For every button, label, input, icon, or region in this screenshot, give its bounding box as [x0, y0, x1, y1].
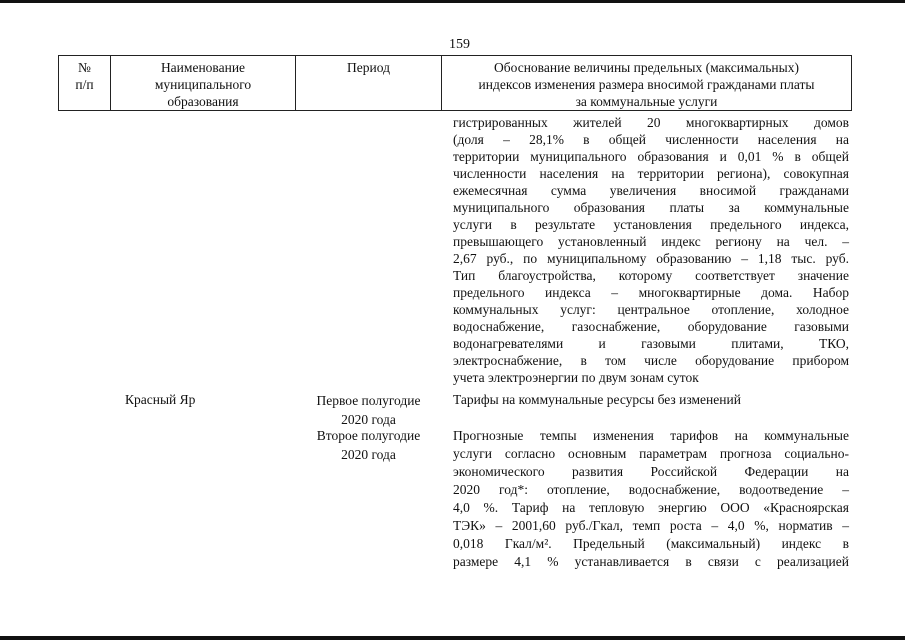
text-line: экономического развития Российской Федерации на [453, 464, 849, 479]
text-line: муниципального образования платы за коммунальные [453, 200, 849, 215]
text-line: услуги в результате установления предельного индекса, [453, 217, 849, 232]
text-line: 2,67 руб., по муниципальному образованию – 1,18 тыс. руб. [453, 251, 849, 266]
text-line: водонагревателями и газовыми плитами, ТКО, [453, 336, 849, 351]
text-line: коммунальных услуг: центральное отопление, холодное [453, 302, 849, 317]
text-line: размере 4,1 % устанавливается в связи с реализацией [453, 554, 849, 569]
municipality-name: Красный Яр [125, 392, 196, 407]
text-line: предельного индекса – многоквартирные дома. Набор [453, 285, 849, 300]
text-line: ТЭК» – 2001,60 руб./Гкал, темп роста – 4,0 %, норматив – [453, 518, 849, 533]
text-line: Тип благоустройства, которому соответствует значение [453, 268, 849, 283]
header-period: Период [347, 60, 390, 75]
header-number: № п/п [75, 60, 94, 92]
table-right-border [851, 55, 852, 111]
text-line: (доля – 28,1% в общей численности населения на [453, 132, 849, 147]
text-line: услуги согласно основным параметрам прогноза социально- [453, 446, 849, 461]
text-line: водоснабжение, газоснабжение, оборудование газовыми [453, 319, 849, 334]
scan-top-edge [0, 0, 905, 3]
period-second-half-basis [453, 427, 849, 571]
period-first-half-basis: Тарифы на коммунальные ресурсы без изменений [453, 392, 741, 407]
text-line: 2020 год*: отопление, водоснабжение, водоотведение – [453, 482, 849, 497]
text-line: гистрированных жителей 20 многоквартирных домов [453, 115, 849, 130]
text-line: Прогнозные темпы изменения тарифов на коммунальные [453, 428, 849, 443]
scan-bottom-edge [0, 636, 905, 640]
text-line: численности населения на территории региона), совокупная [453, 166, 849, 181]
header-basis: Обоснование величины предельных (максимальных) индексов изменения размера вносимой гражданами платы за коммунальные услуги [478, 60, 815, 109]
text-line: 4,0 %. Тариф на тепловую энергию ООО «Красноярская [453, 500, 849, 515]
period-first-half: Первое полугодие 2020 года [316, 393, 421, 427]
table-top-border [58, 55, 852, 56]
page-number: 159 [449, 37, 470, 52]
text-line: превышающего установленный индекс региону на чел. – [453, 234, 849, 249]
text-line: электроснабжение, в том числе оборудование прибором [453, 353, 849, 368]
continuation-paragraph [453, 114, 849, 386]
text-line: 0,018 Гкал/м². Предельный (максимальный) индекс в [453, 536, 849, 551]
period-second-half: Второе полугодие 2020 года [316, 428, 421, 462]
text-line: учета электроэнергии по двум зонам суток [453, 370, 699, 385]
text-line: ежемесячная сумма увеличения вносимой гражданами [453, 183, 849, 198]
text-line: территории муниципального образования и 0,01 % в общей [453, 149, 849, 164]
header-bottom-border [58, 110, 852, 111]
header-municipality: Наименование муниципального образования [154, 60, 252, 109]
